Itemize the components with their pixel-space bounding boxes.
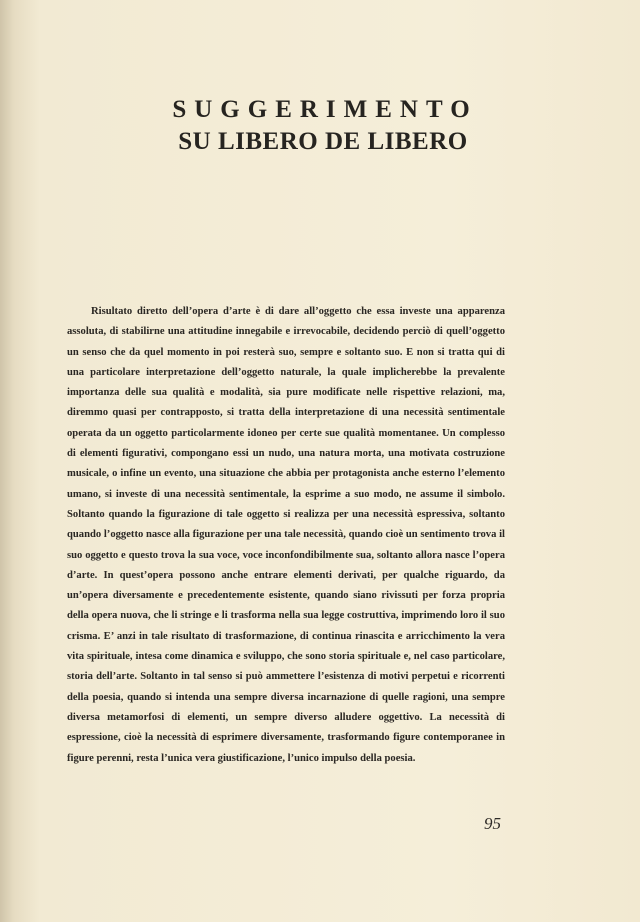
- body-paragraph: Risultato diretto dell’opera d’arte è di dare all’oggetto che essa investe una apparenza assoluta, di stabilirne una attitudine innegabile e irrevocabile, decidendo perciò di quell’oggetto un senso che da quel momento in poi resterà suo, sempre e soltanto suo. E non si tratta qui di una particolare interpretazione dell’oggetto naturale, la quale implicherebbe la prevalente importanza delle sua qualità e modalità, sia pure modificate nelle rispettive relazioni, ma, diremmo quasi per contrapposto, si tratta della interpretazione di una necessità sentimentale operata da un oggetto particolarmente idoneo per certe sue qualità momentanee. Un complesso di elementi figurativi, compongano essi un nudo, una natura morta, una motivata costruzione musicale, o infine un evento, una situazione che abbia per protagonista anche esterno l’elemento umano, si investe di una necessità sentimentale, la esprime a suo modo, ne assume il simbolo. Soltanto quando la figurazione di tale oggetto si realizza per una necessità espressiva, soltanto quando l’oggetto nasce alla figurazione per una tale necessità, quando cioè un sentimento trova il suo oggetto e questo trova la sua voce, voce inconfondibilmente sua, soltanto allora nasce l’opera d’arte. In quest’opera possono anche entrare elementi derivati, per qualche riguardo, da un’opera diversamente e precedentemente esistente, quando siano rivissuti per forza propria della opera nuova, che li stringe e li trasforma nella sua legge costruttiva, imprimendo loro il suo crisma. E’ anzi in tale risultato di trasformazione, di continua rinascita e arricchimento la vera vita spirituale, intesa come dinamica e sviluppo, che sono storia spirituale e, nel caso particolare, storia dell’arte. Soltanto in tal senso si può ammettere l’esistenza di motivi perpetui e ricorrenti della poesia, quando si intenda una sempre diversa incarnazione di quelle ragioni, una sempre diversa metamorfosi di elementi, un sempre diverso alludere oggettivo. La necessità di espressione, cioè la necessità di esprimere diversamente, trasformando figure contemporanee in figure perenni, resta l’unica vera giustificazione, l’unico impulso della poesia.: [67, 306, 505, 764]
- page-subtitle: SU LIBERO DE LIBERO: [178, 128, 468, 155]
- title-block: [0, 94, 640, 158]
- page-number: 95: [484, 814, 501, 833]
- page-title: SUGGERIMENTO: [172, 96, 478, 123]
